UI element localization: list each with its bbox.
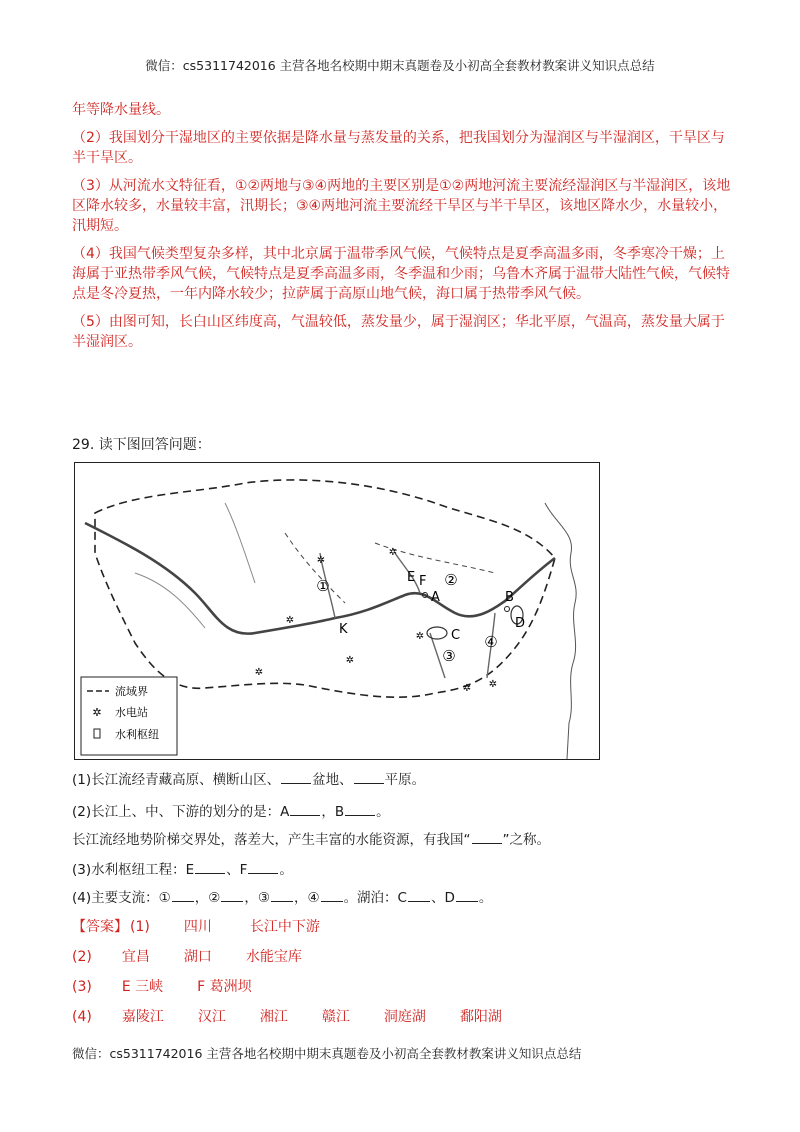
label-four: ④ [484, 633, 498, 651]
subquestion-3: (3)水利枢纽工程：E 、F 。 [72, 862, 293, 878]
subquestion-1: (1)长江流经青藏高原、横断山区、 盆地、 平原。 [72, 772, 426, 788]
answer-line-1: 年等降水量线。 [72, 102, 170, 118]
label-D: D [515, 616, 526, 631]
question-title: 29. 读下图回答问题： [72, 437, 211, 453]
key-tag: 【答案】 [72, 919, 128, 935]
point-B [505, 607, 510, 612]
hydro-station-icon: ✲ [285, 615, 295, 626]
hydro-station-icon: ✲ [462, 683, 472, 694]
key-row-1: 【答案】 (1) 四川 长江中下游 [72, 916, 320, 936]
answer-line-4: （4）我国气候类型复杂多样，其中北京属于温带季风气候，气候特点是夏季高温多雨，冬季寒冷干燥；上海属于亚热带季风气候，气候特点是夏季高温多雨，冬季温和少雨；乌鲁木齐属于温带大陆性气候，气候特点是冬冷夏热，一年内降水较少；拉萨属于高原山地气候，海口属于热带季风气候。 [72, 246, 730, 302]
blank[interactable] [248, 861, 278, 874]
blank[interactable] [195, 861, 225, 874]
label-E: E [407, 570, 416, 585]
hydro-station-icon: ✲ [254, 667, 264, 678]
blank[interactable] [321, 889, 343, 902]
answer-line-2: （2）我国划分干湿地区的主要依据是降水量与蒸发量的关系，把我国划分为湿润区与半湿润区，干旱区与半干旱区。 [72, 130, 725, 166]
key-row-3: (3) E 三峡 F 葛洲坝 [72, 979, 252, 995]
blank[interactable] [345, 803, 375, 816]
page-footer: 微信：cs5311742016 主营各地名校期中期末真题卷及小初高全套教材教案讲义知识点总结 [72, 1046, 582, 1061]
hydro-station-icon: ✲ [316, 555, 326, 566]
blank[interactable] [221, 889, 243, 902]
blank[interactable] [290, 803, 320, 816]
label-C: C [451, 628, 461, 643]
key-row-2: (2) 宜昌 湖口 水能宝库 [72, 949, 302, 965]
hydro-station-icon: ✲ [488, 679, 498, 690]
blank[interactable] [172, 889, 194, 902]
label-three: ③ [442, 647, 456, 665]
answer-line-3: （3）从河流水文特征看，①②两地与③④两地的主要区别是①②两地河流主要流经湿润区与半湿润区，该地区降水较多，水量较丰富，汛期长；③④两地河流主要流经干旱区与半干旱区，该地区降水少，水量较小，汛期短。 [72, 178, 731, 234]
blank[interactable] [271, 889, 293, 902]
label-K: K [339, 622, 348, 637]
blank[interactable] [472, 831, 502, 844]
label-A: A [431, 590, 440, 605]
page-header: 微信：cs5311742016 主营各地名校期中期末真题卷及小初高全套教材教案讲义知识点总结 [145, 58, 655, 73]
blank[interactable] [408, 889, 430, 902]
legend-hub-label: 水利枢纽 [115, 728, 159, 741]
label-F: F [419, 574, 427, 589]
subquestion-2: (2)长江上、中、下游的划分的是：A ，B 。 [72, 804, 390, 820]
blank[interactable] [281, 771, 311, 784]
subquestion-4: (4)主要支流：① ，② ，③ ，④ 。湖泊：C 、D 。 [72, 890, 493, 906]
hydro-station-icon: ✲ [415, 631, 425, 642]
hydro-station-icon: ✲ [345, 655, 355, 666]
coastline [545, 503, 576, 759]
yangtze-basin-map [74, 462, 600, 760]
legend-hydro-icon: ✲ [92, 706, 102, 719]
tributary-6 [225, 503, 255, 583]
map-drawing [75, 463, 599, 759]
label-one: ① [316, 577, 330, 595]
answer-block [72, 100, 732, 360]
label-two: ② [444, 571, 458, 589]
sub-boundary-1 [285, 533, 345, 603]
blank[interactable] [354, 771, 384, 784]
answer-line-5: （5）由图可知，长白山区纬度高，气温较低，蒸发量少，属于湿润区；华北平原，气温高，蒸发量大属于半湿润区。 [72, 314, 725, 350]
hydro-station-icon: ✲ [388, 547, 398, 558]
legend-hydro-label: 水电站 [115, 706, 148, 719]
blank[interactable] [456, 889, 478, 902]
subquestion-2-note: 长江流经地势阶梯交界处，落差大，产生丰富的水能资源，有我国“ ”之称。 [72, 832, 550, 848]
label-B: B [505, 590, 514, 605]
key-row-4: (4) 嘉陵江 汉江 湘江 赣江 洞庭湖 鄱阳湖 [72, 1009, 502, 1025]
legend-boundary-label: 流域界 [115, 685, 148, 698]
tributary-5 [135, 573, 205, 628]
